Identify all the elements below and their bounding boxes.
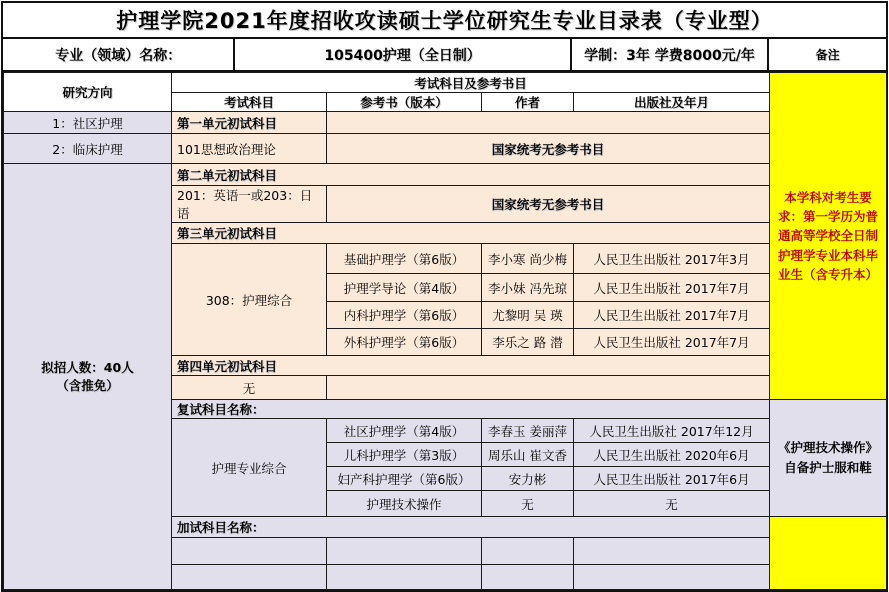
national-exam-note-2: 国家统考无参考书目 (327, 186, 770, 223)
remark-header: 备注 (767, 39, 886, 70)
empty-cell (482, 538, 574, 565)
book-name: 护理技术操作 (327, 491, 482, 517)
book-author: 无 (482, 491, 574, 517)
unit2-label: 第二单元初试科目 (172, 164, 770, 186)
book-name: 外科护理学（第6版） (327, 329, 482, 356)
duration-tuition: 学制：3年 学费8000元/年 (570, 39, 768, 70)
empty-cell (574, 538, 770, 565)
book-publisher: 人民卫生出版社 2017年12月 (574, 419, 770, 443)
unit3-label: 第三单元初试科目 (172, 223, 770, 244)
major-name-value: 105400护理（全日制） (233, 39, 569, 70)
exam-subject-header: 考试科目 (172, 93, 327, 112)
book-name: 社区护理学（第4版） (327, 419, 482, 443)
book-author: 李乐之 路 潜 (482, 329, 574, 356)
book-publisher: 人民卫生出版社 2017年6月 (574, 467, 770, 491)
author-header: 作者 (482, 93, 574, 112)
book-name: 儿科护理学（第3版） (327, 443, 482, 467)
major-name-label: 专业（领域）名称： (55, 47, 182, 64)
book-publisher: 人民卫生出版社 2020年6月 (574, 443, 770, 467)
empty-cell (574, 565, 770, 590)
page-title: 护理学院2021年度招收攻读硕士学位研究生专业目录表（专业型） (3, 3, 886, 39)
book-publisher: 人民卫生出版社 2017年7月 (574, 302, 770, 329)
catalog-table (3, 72, 887, 590)
book-publisher: 无 (574, 491, 770, 517)
retest-note-line1: 《护理技术操作》 (778, 440, 879, 455)
book-author: 李春玉 姜丽萍 (482, 419, 574, 443)
retest-remark-note (770, 400, 887, 517)
unit1-label: 第一单元初试科目 (172, 112, 327, 134)
exam-refs-header: 考试科目及参考书目 (172, 73, 770, 93)
book-name: 基础护理学（第6版） (327, 244, 482, 274)
book-author: 周乐山 崔文香 (482, 443, 574, 467)
book-name: 护理学导论（第4版） (327, 274, 482, 302)
empty-cell (327, 376, 770, 400)
direction-2: 2：临床护理 (4, 134, 172, 164)
program-info-row (3, 39, 886, 72)
book-author: 尤黎明 吴 瑛 (482, 302, 574, 329)
direction-1: 1：社区护理 (4, 112, 172, 134)
book-name: 妇产科护理学（第6版） (327, 467, 482, 491)
empty-cell (172, 538, 327, 565)
book-author: 李小妹 冯先琼 (482, 274, 574, 302)
book-publisher: 人民卫生出版社 2017年7月 (574, 329, 770, 356)
publisher-header: 出版社及年月 (574, 93, 770, 112)
national-exam-note-1: 国家统考无参考书目 (327, 134, 770, 164)
research-direction-header: 研究方向 (4, 73, 172, 112)
enrollment-line1: 拟招人数：40人 (41, 360, 134, 375)
empty-cell (327, 112, 770, 134)
book-author: 李小寒 尚少梅 (482, 244, 574, 274)
book-publisher: 人民卫生出版社 2017年3月 (574, 244, 770, 274)
requirement-note: 本学科对考生要求：第一学历为普通高等学校全日制护理学专业本科毕业生（含专升本） (770, 73, 887, 400)
retest-note-line2: 自备护士服和鞋 (784, 460, 872, 475)
subject-101: 101思想政治理论 (172, 134, 327, 164)
enrollment-cell (4, 164, 172, 590)
retest-section-label: 复试科目名称： (172, 400, 770, 419)
subject-201: 201：英语一或203：日语 (172, 186, 327, 223)
reference-book-header: 参考书（版本） (327, 93, 482, 112)
remark-highlight-empty (770, 517, 887, 590)
book-author: 安力彬 (482, 467, 574, 491)
empty-cell (172, 565, 327, 590)
retest-subject: 护理专业综合 (172, 419, 327, 517)
unit4-none: 无 (172, 376, 327, 400)
empty-cell (327, 565, 482, 590)
empty-cell (482, 565, 574, 590)
unit4-label: 第四单元初试科目 (172, 356, 770, 376)
book-name: 内科护理学（第6版） (327, 302, 482, 329)
additional-section-label: 加试科目名称： (172, 517, 770, 538)
subject-308: 308：护理综合 (172, 244, 327, 356)
book-publisher: 人民卫生出版社 2017年7月 (574, 274, 770, 302)
empty-cell (327, 538, 482, 565)
enrollment-line2: （含推免） (56, 377, 119, 393)
catalog-sheet (1, 1, 888, 592)
